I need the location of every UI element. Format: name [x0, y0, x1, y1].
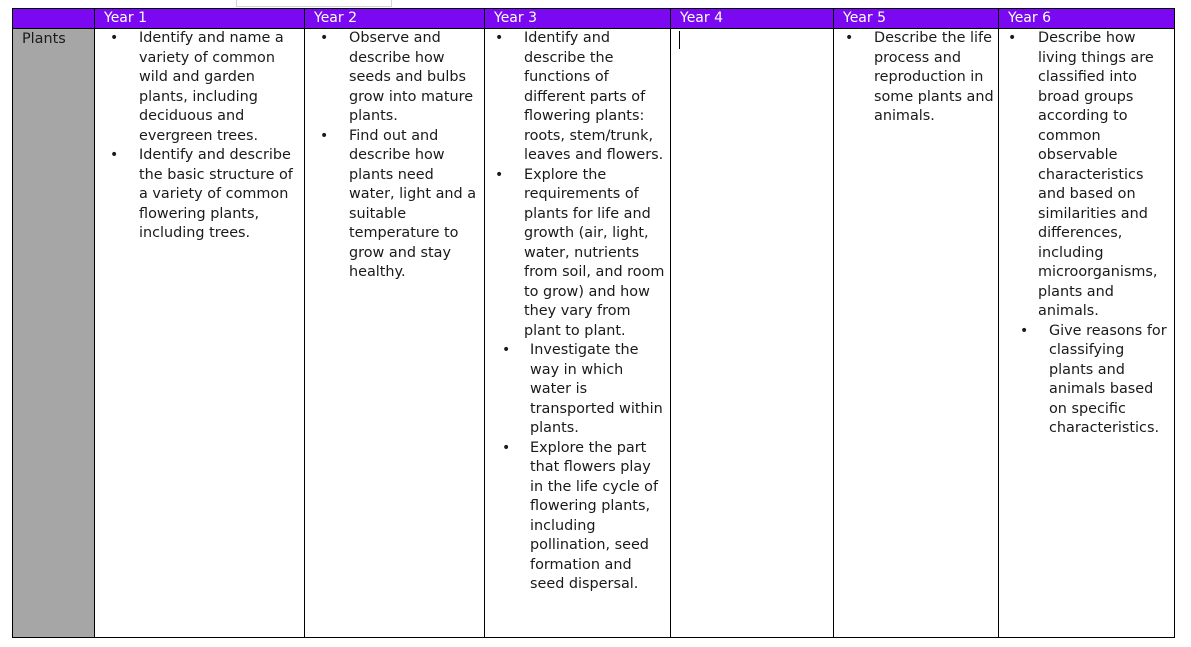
year-6-item: • Describe how living things are classified into broad groups according to common observable characteristics and based on similarities and differences, including microorganisms, plants and animals.	[999, 29, 1174, 322]
header-corner-cell	[13, 9, 95, 29]
year-2-item: • Observe and describe how seeds and bulbs grow into mature plants.	[305, 29, 484, 127]
year-3-item: • Identify and describe the functions of different parts of flowering plants: roots, stem/trunk, leaves and flowers.	[485, 29, 670, 166]
year-2-item: • Find out and describe how plants need water, light and a suitable temperature to grow and stay healthy.	[305, 127, 484, 283]
year-5-cell[interactable]	[834, 29, 999, 638]
year-6-item: • Give reasons for classifying plants and animals based on specific characteristics.	[999, 322, 1174, 439]
row-label-plants: Plants	[13, 29, 95, 638]
background-page-fragment	[236, 0, 392, 7]
curriculum-table	[12, 8, 1175, 638]
year-3-item: • Investigate the way in which water is transported within plants.	[485, 341, 670, 439]
year-1-item: • Identify and name a variety of common wild and garden plants, including deciduous and evergreen trees.	[95, 29, 304, 146]
year-4-cell[interactable]	[671, 29, 834, 638]
year-3-item: • Explore the requirements of plants for life and growth (air, light, water, nutrients from soil, and room to grow) and how they vary from plant to plant.	[485, 166, 670, 342]
header-year-2: Year 2	[305, 9, 485, 29]
year-3-cell[interactable]	[485, 29, 671, 638]
header-year-3: Year 3	[485, 9, 671, 29]
text-cursor	[679, 31, 680, 49]
year-1-cell[interactable]	[95, 29, 305, 638]
year-1-item: • Identify and describe the basic structure of a variety of common flowering plants, including trees.	[95, 146, 304, 244]
header-row	[13, 9, 1175, 29]
header-year-5: Year 5	[834, 9, 999, 29]
year-3-item: • Explore the part that flowers play in the life cycle of flowering plants, including pollination, seed formation and seed dispersal.	[485, 439, 670, 595]
year-5-item: • Describe the life process and reproduction in some plants and animals.	[834, 29, 998, 127]
header-year-6: Year 6	[999, 9, 1175, 29]
year-6-cell[interactable]	[999, 29, 1175, 638]
year-2-cell[interactable]	[305, 29, 485, 638]
header-year-1: Year 1	[95, 9, 305, 29]
plants-row	[13, 29, 1175, 638]
header-year-4: Year 4	[671, 9, 834, 29]
